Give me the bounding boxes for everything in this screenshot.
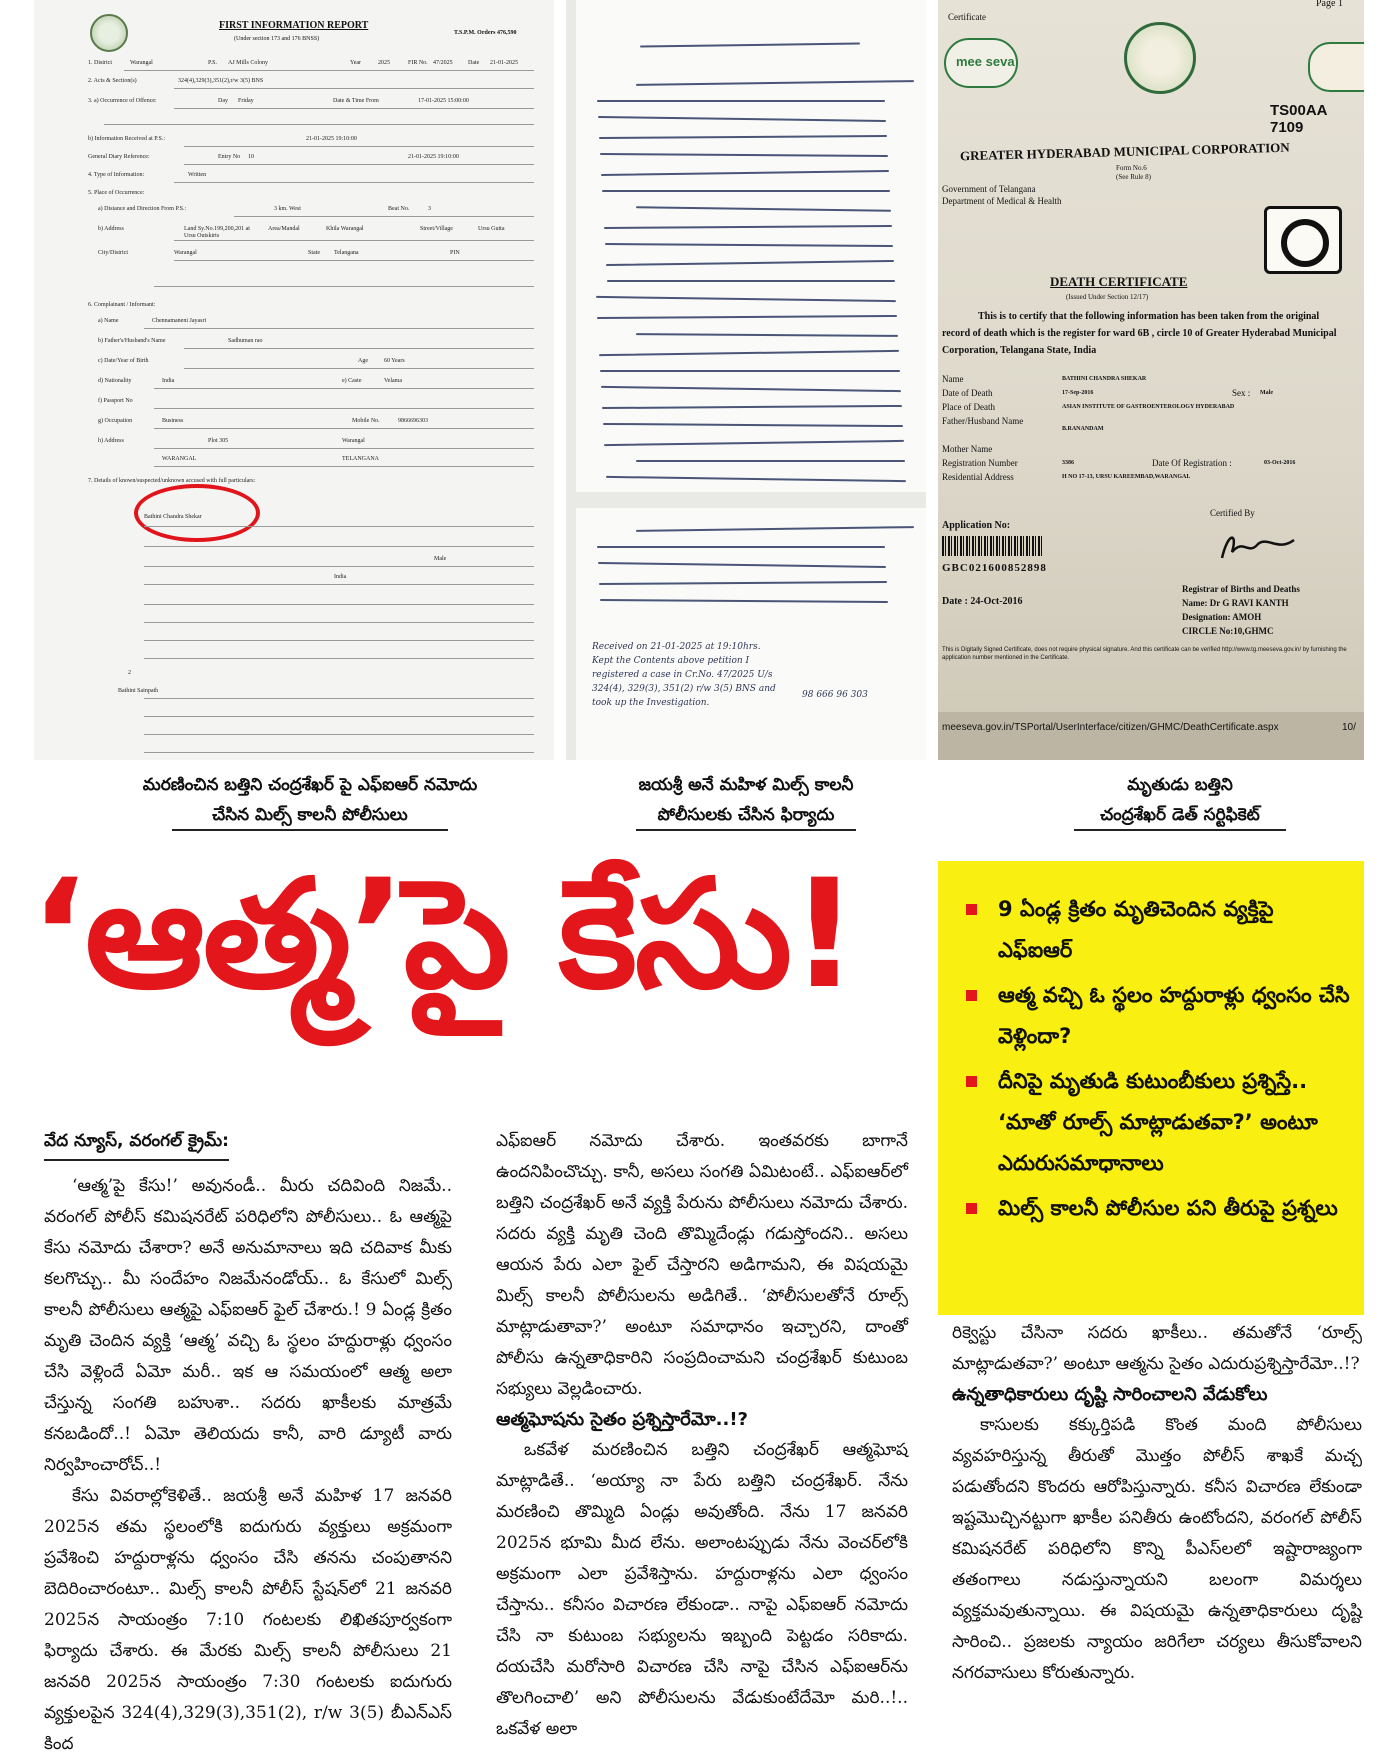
handwriting-line	[597, 315, 897, 319]
cert-certified: Certified By	[1210, 508, 1255, 518]
handwriting-line	[597, 546, 885, 548]
article-column-1	[44, 1126, 452, 1760]
fir-row-occupation: g) Occupation Business Mobile No. 9866696303	[98, 418, 428, 424]
headline: ‘ఆత్మ’పై కేసు!	[30, 848, 857, 1022]
handwriting-line	[599, 350, 899, 356]
complaint-page-1	[576, 0, 926, 492]
cert-gov: Government of Telangana	[942, 184, 1036, 194]
fir-row-complainant: 6. Complainant / Informant:	[88, 302, 156, 308]
fir-row-district: 1. District Warangal P.S. AJ Mills Colony Year 2025 FIR No. 47/2025 Date 21-01-2025	[88, 60, 518, 66]
cert-page-label: Page 1	[1316, 0, 1343, 9]
fir-row-occurrence: 3. a) Occurrence of Offence: Day Friday Date & Time From 17-01-2025 15:00:00	[88, 98, 469, 104]
cert-date: Date : 24-Oct-2016	[942, 596, 1023, 607]
highlight-item: దీనిపై మృతుడి కుటుంబీకులు ప్రశ్నిస్తే.. ‘మాతో రూల్స్‌ మాట్లాడుతవా?’ అంటూ ఎదురుసమాధానాలు	[966, 1061, 1352, 1184]
cert-app-label: Application No:	[942, 520, 1011, 531]
article-paragraph: రిక్వెస్టు చేసినా సదరు ఖాకీలు.. తమతోనే ‘రూల్స్‌ మాట్లాడుతవా?’ అంటూ ఆత్మను సైతం ఎదురుప్రశ్నిస్తారేమో..!?	[952, 1323, 1362, 1374]
cert-circle: CIRCLE No:10,GHMC	[1182, 626, 1274, 636]
cert-form: Form No.6	[1116, 164, 1147, 172]
handwriting-line	[600, 370, 900, 372]
cert-certificate-word: Certificate	[948, 12, 986, 22]
article-subhead: ఉన్నతాధికారులు దృష్టి సారించాలని వేడుకోలు	[952, 1384, 1268, 1405]
byline: వేద న్యూస్‌, వరంగల్‌ క్రైమ్‌:	[44, 1126, 229, 1161]
handwriting-line	[599, 135, 887, 139]
fir-row-accused: 7. Details of known/suspected/unknown accused with full particulars:	[88, 478, 256, 484]
cert-dept: Department of Medical & Health	[942, 196, 1062, 206]
fir-row-father: b) Father's/Husband's Name Sadhuman rao	[98, 338, 263, 344]
handwriting-line	[599, 581, 887, 585]
handwriting-line	[603, 423, 903, 427]
cert-rule: (See Rule 8)	[1116, 173, 1151, 181]
article-column-3	[952, 1318, 1362, 1689]
highlight-item: మిల్స్‌ కాలనీ పోలీసుల పని తీరుపై ప్రశ్నలు	[966, 1188, 1352, 1229]
cert-corporation: GREATER HYDERABAD MUNICIPAL CORPORATION	[959, 139, 1290, 164]
handwriting-line	[600, 599, 888, 603]
cert-designation: Designation: AMOH	[1182, 612, 1262, 622]
meeseva-logo: mee seva	[944, 38, 1018, 88]
cert-reg-row: Registration Number 3386 Date Of Registration : 03-Oct-2016	[942, 458, 1296, 468]
meeseva-mark-icon	[1308, 42, 1364, 92]
handwriting-line	[598, 562, 886, 568]
fir-row-info-received: b) Information Received at P.S.: 21-01-2025 19:10:00	[88, 136, 357, 142]
telangana-emblem-icon	[90, 14, 128, 52]
cert-url: meeseva.gov.in/TSPortal/UserInterface/citizen/GHMC/DeathCertificate.aspx	[942, 722, 1279, 733]
cert-issued: (Issued Under Section 12/17)	[1066, 293, 1149, 301]
fir-row-house: h) Address Plot 305 Warangal	[98, 438, 365, 444]
fir-subtitle: (Under section 173 and 176 BNSS)	[234, 36, 320, 42]
handwriting-line	[606, 476, 906, 482]
fir-row-address: b) Address Land Sy.No.199,200,201 at Ursu Outskirts Area/Mandal Khila Warangal Street/Village Ursu Gutta	[98, 226, 505, 239]
article-paragraph: కాసులకు కక్కుర్తిపడి కొంత మంది పోలీసులు వ్యవహరిస్తున్న తీరుతో మొత్తం పోలీస్‌ శాఖకే మచ్చ పడుతోందని కొందరు ఆరోపిస్తున్నారు. కనీస విచారణ లేకుండా ఇష్టమొచ్చినట్టుగా ఖాకీల పనితీరు ఉంటోందని, వరంగల్‌ పోలీస్‌ కమిషనరేట్‌ పరిధిలోని కొన్ని పీఎస్‌లలో ఇష్టారాజ్యంగా తతంగాలు నడుస్తున్నాయని బలంగా విమర్శలు వ్యక్తమవుతున్నాయి. ఈ విషయమై ఉన్నతాధికారులు దృష్టి సారించి.. ప్రజలకు న్యాయం జరిగేలా చర్యలు తీసుకోవాలని నగరవాసులు కోరుతున్నారు.	[952, 1415, 1362, 1683]
fir-row-dob: c) Date/Year of Birth Age 60 Years	[98, 358, 405, 364]
cert-mother-row: Mother Name	[942, 444, 993, 454]
fir-row-distance: a) Distance and Direction From P.S.: 3 km. West Beat No. 3	[98, 206, 431, 212]
cert-pod-row: Place of Death ASIAN INSTITUTE OF GASTROENTEROLOGY HYDERABAD	[942, 402, 1235, 412]
complaint-phone: 98 666 96 303	[802, 690, 868, 700]
cert-title: DEATH CERTIFICATE	[1050, 274, 1188, 289]
article-column-2	[496, 1126, 908, 1745]
cert-registrar: Registrar of Births and Deaths	[1182, 584, 1300, 594]
complaint-page-2	[576, 508, 926, 760]
handwriting-line	[604, 440, 904, 446]
handwriting-line	[636, 460, 905, 462]
cert-code: TS00AA 7109	[1270, 102, 1327, 136]
highlight-item: ఆత్మ వచ్చి ఓ స్థలం హద్దురాళ్లు ధ్వంసం చేసి వెళ్లిందా?	[966, 975, 1352, 1057]
highlight-item: 9 ఏండ్ల క్రితం మృతిచెందిన వ్యక్తిపై ఎఫ్‌ఐఆర్‌	[966, 889, 1352, 971]
cert-name-row: Name BATHINI CHANDRA SHEKAR	[942, 374, 1147, 384]
cert-registrar-name: Name: Dr G RAVI KANTH	[1182, 598, 1289, 608]
caption-complaint: జయశ్రీ అనే మహిళ మిల్స్‌ కాలనీ పోలీసులకు చేసిన ఫిర్యాదు	[638, 775, 854, 825]
handwriting-line	[636, 333, 898, 336]
article-paragraph: ఎఫ్‌ఐఆర్‌ నమోదు చేశారు. ఇంతవరకు బాగానే ఉందనిపించొచ్చు. కానీ, అసలు సంగతి ఏమిటంటే.. ఎఫ్‌ఐఆర్‌లో బత్తిని చంద్రశేఖర్‌ అనే వ్యక్తి పేరును పోలీసులు నమోదు చేశారు. సదరు వ్యక్తి మృతి చెంది తొమ్మిదేండ్లు గడుస్తోందని.. అసలు ఆయన పేరు ఎలా ఫైల్‌ చేస్తారని అడిగామని, ఈ విషయమై మిల్స్‌ కాలనీ పోలీసులను అడిగితే.. ‘పోలీసులతోనే రూల్స్‌ మాట్లాడుతావా?’ అంటూ సమాధానం ఇచ్చారని, దాంతో పోలీసు ఉన్నతాధికారిని సంప్రదించామని చంద్రశేఖర్‌ కుటుంబ సభ్యులు వెల్లడించారు.	[496, 1131, 908, 1399]
handwriting-line	[604, 225, 892, 229]
handwriting-line	[602, 190, 890, 192]
caption-certificate: మృతుడు బత్తిని చంద్రశేఖర్‌ డెత్‌ సర్టిఫికెట్‌	[1100, 775, 1260, 825]
fir-gender: Male	[434, 556, 447, 562]
article-paragraph: ‘ఆత్మ’పై కేసు!’ అవునండీ.. మీరు చదివింది నిజమే.. వరంగల్‌ పోలీస్‌ కమిషనరేట్‌ పరిధిలోని పోలీసులు.. ఓ ఆత్మపై కేసు నమోదు చేశారా? అనే అనుమానాలు ఇది చదివాక మీకు కలగొచ్చు.. మీ సందేహం నిజమేనండోయ్‌.. ఓ కేసులో మిల్స్‌ కాలనీ పోలీసులు ఆత్మపై ఎఫ్‌ఐఆర్‌ ఫైల్‌ చేశారు.! 9 ఏండ్ల క్రితం మృతి చెందిన వ్యక్తి ‘ఆత్మ’ వచ్చి ఓ స్థలం హద్దురాళ్లు ధ్వంసం చేసి వెళ్లిందే ఏమో మరీ.. ఇక ఆ సమయంలో ఆత్మ అలా చేస్తున్న సంగతి బహుశా.. సదరు ఖాకీలకు మాత్రమే కనబడిందో..! ఏమో తెలియదు కానీ, వారి డ్యూటీ వారు నిర్వహించారోచ్‌..!	[44, 1176, 452, 1475]
telangana-emblem-icon	[1124, 22, 1196, 94]
complaint-letter-photo	[566, 0, 926, 760]
registrar-signature	[1218, 528, 1298, 562]
highlights-box	[938, 861, 1364, 1315]
handwriting-line	[602, 405, 902, 409]
cert-app-no: GBC021600852898	[942, 562, 1047, 574]
death-certificate-photo	[938, 0, 1364, 760]
handwriting-line	[598, 116, 886, 122]
ghmc-logo-icon	[1264, 206, 1342, 274]
handwriting-line	[596, 296, 896, 302]
fir-row-nationality: d) Nationality India e) Caste Velama	[98, 378, 402, 384]
fir-accused2-name: Bathini Sainpath	[118, 688, 159, 694]
cert-body: This is to certify that the following information has been taken from the original record of death which is the register for ward 6B , circle 10 of Greater Hyderabad Municipal Corporation, Telangana State, India	[942, 311, 1337, 356]
cert-dod-row: Date of Death 17-Sep-2016 Sex : Male	[942, 388, 1273, 398]
fir-row-city: City/District Warangal State Telangana PIN	[98, 250, 460, 256]
fir-accused-name: Bathini Chandra Shekar	[144, 514, 202, 520]
cert-url-end: 10/	[1342, 722, 1356, 733]
cert-res-row: Residential Address H NO 17-13, URSU KAREEMBAD,WARANGAL	[942, 472, 1191, 482]
handwriting-line	[636, 526, 914, 531]
handwriting-line	[636, 80, 914, 85]
barcode	[942, 536, 1042, 556]
fir-title: FIRST INFORMATION REPORT	[219, 20, 369, 31]
cert-note: This is Digitally Signed Certificate, does not require physical signature. And this certificate can be verified http://www.tg.meeseva.gov.in/ by furnishing the application number mentioned in the Certificate.	[942, 647, 1347, 661]
article-paragraph: కేసు వివరాల్లోకెళితే.. జయశ్రీ అనే మహిళ 17 జనవరి 2025న తమ స్థలంలోకి ఐదుగురు వ్యక్తులు అక్రమంగా ప్రవేశించి హద్దురాళ్లను ధ్వంసం చేసి తనను చంపుతానని బెదిరించారంటూ.. మిల్స్‌ కాలనీ పోలీస్‌ స్టేషన్‌లో 21 జనవరి 2025న సాయంత్రం 7:10 గంటలకు లిఖితపూర్వకంగా ఫిర్యాదు చేశారు. ఈ మేరకు మిల్స్‌ కాలనీ పోలీసులు 21 జనవరి 2025న సాయంత్రం 7:30 గంటలకు ఐదుగురు వ్యక్తులపైన 324(4),329(3),351(2), r/w 3(5) బీఎన్‌ఎస్‌ కింద	[44, 1486, 452, 1754]
fir-row-info-type: 4. Type of Information: Written	[88, 172, 207, 178]
caption-fir: మరణించిన బత్తిని చంద్రశేఖర్‌ పై ఎఫ్‌ఐఆర్‌ నమోదు చేసిన మిల్స్‌ కాలనీ పోలీసులు	[142, 775, 478, 825]
fir-document-photo: FIRST INFORMATION REPORT (Under section 173 and 176 BNSS) T.S.P.M. Orders 476,590 1. District Warangal P.S. AJ Mills Colony Year 2025 FIR No. 47/2025 Date 21-01-2025 2. Acts & Section(s) 324(4),329(3),351(2),r/w 3(5) BNS 3. a) Occurrence of Offence: Day Friday Date & Time From 17-01-2025 15:00:00 b) Information Received at P.S.: 21-01-2025 19:10:00 General Diary Reference: Entry No 10 21-01-2025 19:10:00 4. Type of Information: Written 5. Place of Occurrence: a) Distance and Direction From P.S.: 3 km. West Beat No. 3 b) Address Land Sy.No.199,200,201 at Ursu Outskirts Area/Mandal Khila Warangal Street/Village Ursu Gutta City/District Warangal State Telangana PIN 6. Complainant / Informant: a) Name Chennamaneni Jayasri b) Father's/Husband's Name Sadhuman rao c) Date/Year of Birth Age 60 Years d) Nationality India e) Caste Velama f) Passport No g) Occupation Business Mobile No. 9866696303 h) Address Plot 305 Warangal WARANGAL TELANGANA 7. Details of known/suspected/unknown accused with full particulars: Bathini Chandra Shekar Male India 2 Bathini Sainpath	[34, 0, 554, 760]
handwriting-line	[640, 42, 860, 47]
fir-orders: T.S.P.M. Orders 476,590	[454, 30, 517, 36]
accused-name-red-circle	[134, 484, 260, 542]
complaint-received-note: Received on 21-01-2025 at 19:10hrs. Kept the Contents above petition I registered a case in Cr.No. 47/2025 U/s 324(4), 329(3), 351(2) r/w 3(5) BNS and took up the Investigation.	[592, 642, 776, 708]
handwriting-line	[601, 386, 901, 392]
cert-father-row: Father/Husband Name B.RANANDAM	[942, 416, 1104, 432]
fir-row-gd: General Diary Reference: Entry No 10 21-01-2025 19:10:00	[88, 154, 459, 160]
handwriting-line	[597, 100, 885, 102]
fir-nationality2: India	[334, 574, 347, 580]
handwriting-line	[606, 260, 894, 266]
handwriting-line	[636, 206, 891, 211]
handwriting-line	[607, 280, 895, 282]
fir-row-complainant-name: a) Name Chennamaneni Jayasri	[98, 318, 207, 324]
handwriting-line	[600, 153, 888, 157]
fir-row-place: 5. Place of Occurrence:	[88, 190, 145, 196]
fir-serial2: 2	[128, 670, 131, 676]
fir-row-acts: 2. Acts & Section(s) 324(4),329(3),351(2),r/w 3(5) BNS	[88, 78, 264, 84]
fir-row-passport: f) Passport No	[98, 398, 133, 404]
handwriting-line	[605, 243, 893, 247]
handwriting-line	[601, 170, 889, 176]
article-paragraph: ఒకవేళ మరణించిన బత్తిని చంద్రశేఖర్‌ ఆత్మఘోష మాట్లాడితే.. ‘అయ్యా నా పేరు బత్తిని చంద్రశేఖర్‌. నేను మరణించి తొమ్మిది ఏండ్లు అవుతోంది. నేను 17 జనవరి 2025న భూమి మీద లేను. అలాంటప్పుడు నేను వెంచర్‌లోకి అక్రమంగా ఎలా ప్రవేశిస్తాను. హద్దురాళ్లను ఎలా ధ్వంసం చేస్తాను.. కనీసం విచారణ లేకుండా.. నాపై ఎఫ్‌ఐఆర్‌ నమోదు చేసి నా కుటుంబ సభ్యులను ఇబ్బంది పెట్టడం సరికాదు. దయచేసి మరోసారి విచారణ చేసి నాపై చేసిన ఎఫ్‌ఐఆర్‌ను తొలగించాలి’ అని పోలీసులను వేడుకుంటేదేమో మరి..!.. ఒకవేళ అలా	[496, 1440, 908, 1739]
article-subhead: ఆత్మఘోషను సైతం ప్రశ్నిస్తారేమో..!?	[496, 1409, 748, 1430]
